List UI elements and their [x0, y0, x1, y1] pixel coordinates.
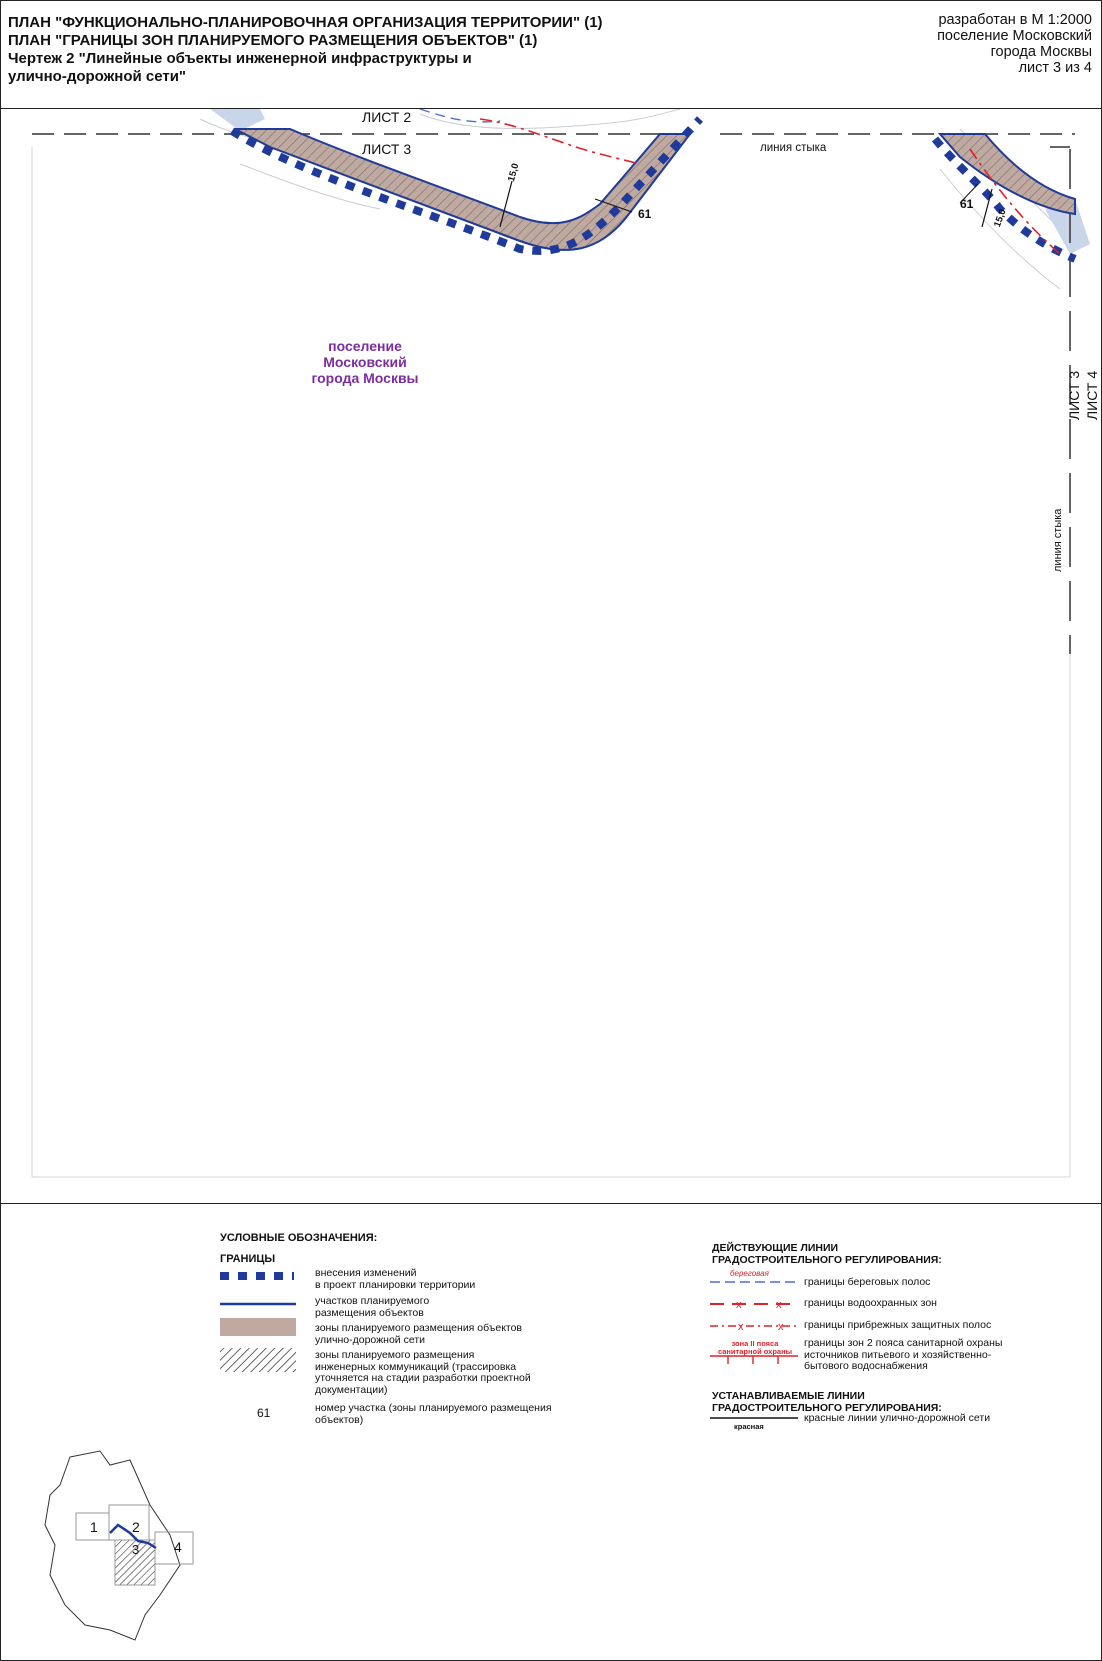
title-line-1: ПЛАН "ФУНКЦИОНАЛЬНО-ПЛАНИРОВОЧНАЯ ОРГАНИЗАЦИЯ ТЕРРИТОРИИ" (1): [8, 14, 603, 31]
sheet-number-text: лист 3 из 4: [1018, 60, 1092, 76]
legend-existing-4: [804, 1338, 1002, 1373]
legend-existing-heading: [712, 1243, 942, 1266]
legend-existing-3: границы прибрежных защитных полос: [804, 1319, 992, 1331]
faint-blue-zone: [210, 109, 265, 131]
road-zone-hatch: [235, 129, 690, 250]
legend-symbol-road-zone: [220, 1318, 296, 1336]
legend-tag-shore: береговая: [730, 1269, 769, 1278]
joint-line-label-right: линия стыка: [1052, 508, 1064, 572]
settlement-text: поселение Московский: [937, 28, 1092, 44]
legend-item-5-line-1: номер участка (зоны планируемого размещения: [315, 1402, 552, 1414]
legend-item-5: [315, 1403, 552, 1426]
joint-line-label-top: линия стыка: [760, 142, 827, 154]
title-line-2: ПЛАН "ГРАНИЦЫ ЗОН ПЛАНИРУЕМОГО РАЗМЕЩЕНИЯ ОБЪЕКТОВ" (1): [8, 32, 538, 49]
sheet-right-label: ЛИСТ 4: [1084, 370, 1100, 420]
settlement-line-2: Московский: [323, 354, 407, 370]
plot-number-1: 61: [638, 207, 652, 221]
legend-established-heading: [712, 1391, 942, 1414]
map-canvas: [0, 109, 1102, 1203]
key-sheet-3-label: 3: [132, 1542, 140, 1557]
legend-existing-heading-1: ДЕЙСТВУЮЩИЕ ЛИНИИ: [712, 1242, 839, 1254]
legend-item-3: [315, 1323, 522, 1346]
width-label-2: 15,0: [992, 207, 1009, 229]
legend-item-4-line-3: уточняется на стадии разработки проектной: [315, 1372, 531, 1384]
sheet-current-label: ЛИСТ 3: [362, 141, 412, 157]
legend-symbol-hatch: [220, 1348, 296, 1372]
legend-boundaries-heading: ГРАНИЦЫ: [220, 1253, 276, 1265]
legend-existing-2: границы водоохранных зон: [804, 1297, 937, 1309]
key-sheet-4-label: 4: [174, 1539, 182, 1555]
title-line-3: Чертеж 2 "Линейные объекты инженерной инфраструктуры и: [8, 50, 472, 67]
sheet-right-current-label: ЛИСТ 3: [1066, 370, 1082, 420]
legend-existing-heading-2: ГРАДОСТРОИТЕЛЬНОГО РЕГУЛИРОВАНИЯ:: [712, 1253, 942, 1266]
plot-number-2: 61: [960, 197, 974, 211]
width-label-1: 15,0: [506, 162, 522, 183]
legend-existing-4-line-2: источников питьевого и хозяйственно-: [804, 1348, 992, 1361]
legend-item-5-line-2: объектов): [315, 1413, 364, 1426]
settlement-label: [250, 338, 480, 386]
legend-item-1-line-1: внесения изменений: [315, 1267, 417, 1279]
legend-established-1: красные линии улично-дорожной сети: [804, 1412, 991, 1424]
legend-item-2: [315, 1296, 429, 1319]
legend-tag-red: красная: [734, 1422, 764, 1431]
legend-existing-4-line-1: границы зон 2 пояса санитарной охраны: [804, 1337, 1003, 1349]
settlement-line-3: города Москвы: [311, 370, 419, 386]
legend-item-3-line-1: зоны планируемого размещения объектов: [315, 1322, 523, 1334]
scale-text: разработан в М 1:2000: [938, 12, 1092, 28]
title-line-4: улично-дорожной сети": [8, 68, 187, 85]
legend-x-mark-3: x: [738, 1321, 744, 1333]
legend-established-heading-2: ГРАДОСТРОИТЕЛЬНОГО РЕГУЛИРОВАНИЯ:: [712, 1401, 942, 1414]
legend-item-4: [315, 1350, 531, 1396]
legend-item-4-line-4: документации): [315, 1383, 388, 1396]
legend-item-1: [315, 1268, 475, 1291]
sheet-above-label: ЛИСТ 2: [362, 109, 412, 125]
legend-x-mark-1: x: [736, 1299, 742, 1311]
city-text: города Москвы: [990, 44, 1092, 60]
water-protection-line: [480, 119, 640, 164]
key-sheet-2-label: 2: [132, 1519, 140, 1535]
legend-item-4-line-1: зоны планируемого размещения: [315, 1349, 475, 1361]
legend-item-2-line-1: участков планируемого: [315, 1295, 430, 1307]
key-sheet-1-label: 1: [90, 1519, 98, 1535]
legend-x-mark-2: x: [776, 1299, 782, 1311]
legend-item-1-line-2: в проект планировки территории: [315, 1278, 476, 1291]
key-map: [40, 1445, 210, 1645]
legend-item-2-line-2: размещения объектов: [315, 1306, 424, 1319]
legend-title: УСЛОВНЫЕ ОБОЗНАЧЕНИЯ:: [220, 1232, 378, 1244]
legend-symbol-plot-number: 61: [257, 1406, 271, 1420]
legend-existing-4-line-3: бытового водоснабжения: [804, 1360, 928, 1372]
key-map-outline: [45, 1451, 180, 1640]
settlement-line-1: поселение: [328, 338, 402, 354]
legend-divider: [0, 1203, 1102, 1204]
legend-established-heading-1: УСТАНАВЛИВАЕМЫЕ ЛИНИИ: [712, 1390, 865, 1402]
legend-item-3-line-2: улично-дорожной сети: [315, 1333, 426, 1346]
legend-x-mark-4: x: [778, 1321, 784, 1333]
legend-existing-1: границы береговых полос: [804, 1276, 931, 1288]
legend-item-4-line-2: инженерных коммуникаций (трассировка: [315, 1360, 517, 1373]
legend-tag-sanitary: зона II пояса санитарной охраны: [717, 1339, 793, 1356]
